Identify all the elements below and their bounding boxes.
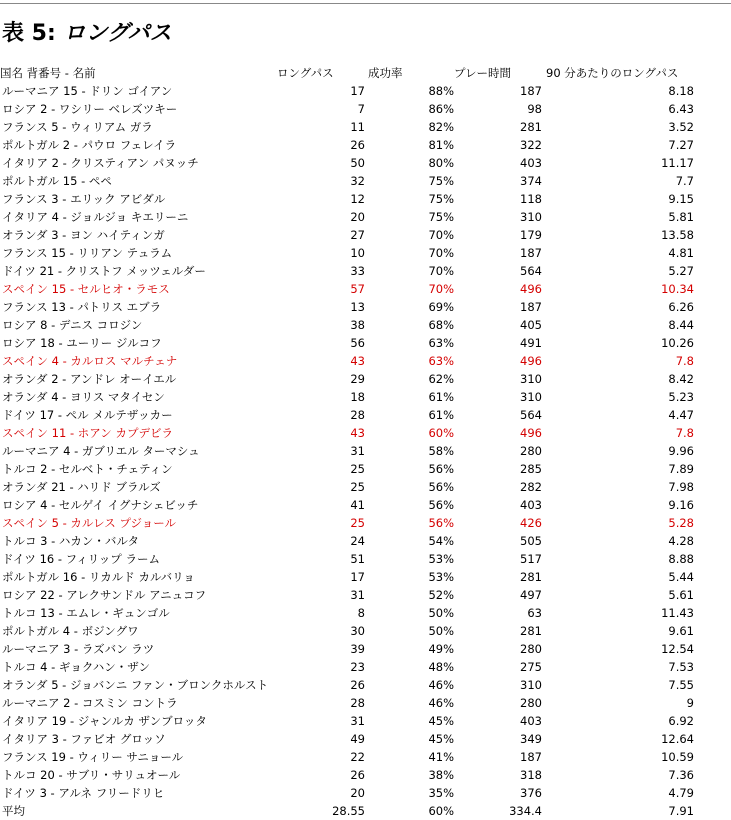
cell-name: スペイン 15 - セルヒオ・ラモス — [2, 282, 170, 296]
table-row — [0, 352, 700, 370]
cell-name: ルーマニア 4 - ガブリエル ターマシュ — [2, 444, 200, 458]
cell-success-rate: 45% — [428, 732, 454, 746]
cell-per90: 5.61 — [668, 588, 694, 602]
cell-success-rate: 48% — [428, 660, 454, 674]
long-pass-table — [0, 64, 700, 820]
cell-name: ルーマニア 15 - ドリン ゴイアン — [2, 84, 173, 98]
cell-long-passes: 31 — [350, 714, 365, 728]
cell-name: スペイン 5 - カルレス プジョール — [2, 516, 177, 530]
average-per90: 7.91 — [668, 804, 694, 818]
cell-per90: 5.44 — [668, 570, 694, 584]
cell-name: ロシア 2 - ワシリー ベレズツキー — [2, 102, 178, 116]
cell-success-rate: 50% — [428, 606, 454, 620]
cell-name: ロシア 4 - セルゲイ イグナシェビッチ — [2, 498, 199, 512]
cell-success-rate: 63% — [428, 354, 454, 368]
cell-play-time: 275 — [520, 660, 542, 674]
cell-success-rate: 86% — [428, 102, 454, 116]
cell-play-time: 505 — [520, 534, 542, 548]
cell-success-rate: 70% — [428, 246, 454, 260]
table-row — [0, 496, 700, 514]
table-row — [0, 676, 700, 694]
table-row — [0, 190, 700, 208]
cell-play-time: 187 — [520, 246, 542, 260]
cell-play-time: 491 — [520, 336, 542, 350]
cell-play-time: 310 — [520, 372, 542, 386]
cell-per90: 9.61 — [668, 624, 694, 638]
cell-success-rate: 58% — [428, 444, 454, 458]
cell-per90: 8.42 — [668, 372, 694, 386]
cell-name: フランス 13 - パトリス エブラ — [2, 300, 162, 314]
cell-success-rate: 52% — [428, 588, 454, 602]
cell-name: ルーマニア 3 - ラズバン ラツ — [2, 642, 155, 656]
table-row — [0, 586, 700, 604]
cell-name: スペイン 4 - カルロス マルチェナ — [2, 354, 178, 368]
header-name: 国名 背番号 - 名前 — [0, 66, 96, 80]
cell-name: ルーマニア 2 - コスミン コントラ — [2, 696, 178, 710]
cell-per90: 6.26 — [668, 300, 694, 314]
table-row — [0, 226, 700, 244]
cell-per90: 9.16 — [668, 498, 694, 512]
cell-per90: 8.88 — [668, 552, 694, 566]
cell-success-rate: 62% — [428, 372, 454, 386]
table-row — [0, 766, 700, 784]
cell-play-time: 496 — [520, 354, 542, 368]
cell-per90: 7.8 — [675, 426, 694, 440]
cell-success-rate: 46% — [428, 696, 454, 710]
cell-per90: 12.54 — [661, 642, 694, 656]
cell-per90: 7.89 — [668, 462, 694, 476]
cell-name: フランス 15 - リリアン テュラム — [2, 246, 173, 260]
cell-per90: 9.15 — [668, 192, 694, 206]
cell-long-passes: 41 — [350, 498, 365, 512]
cell-success-rate: 53% — [428, 570, 454, 584]
cell-play-time: 280 — [520, 696, 542, 710]
cell-long-passes: 20 — [350, 210, 365, 224]
cell-per90: 6.43 — [668, 102, 694, 116]
table-row — [0, 208, 700, 226]
header-play-time: プレー時間 — [454, 66, 512, 80]
cell-success-rate: 70% — [428, 282, 454, 296]
cell-per90: 11.17 — [661, 156, 694, 170]
cell-long-passes: 31 — [350, 588, 365, 602]
cell-per90: 13.58 — [661, 228, 694, 242]
cell-play-time: 496 — [520, 282, 542, 296]
cell-long-passes: 27 — [350, 228, 365, 242]
cell-per90: 10.34 — [661, 282, 694, 296]
cell-long-passes: 32 — [350, 174, 365, 188]
cell-per90: 8.18 — [668, 84, 694, 98]
cell-play-time: 187 — [520, 750, 542, 764]
cell-per90: 5.23 — [668, 390, 694, 404]
cell-name: フランス 3 - エリック アビダル — [2, 192, 166, 206]
cell-long-passes: 23 — [350, 660, 365, 674]
cell-name: ドイツ 16 - フィリップ ラーム — [2, 552, 160, 566]
cell-per90: 10.59 — [661, 750, 694, 764]
cell-per90: 9.96 — [668, 444, 694, 458]
cell-success-rate: 82% — [428, 120, 454, 134]
cell-play-time: 280 — [520, 444, 542, 458]
cell-play-time: 403 — [520, 498, 542, 512]
cell-name: ポルトガル 2 - パウロ フェレイラ — [2, 138, 177, 152]
cell-long-passes: 49 — [350, 732, 365, 746]
cell-name: ポルトガル 16 - リカルド カルバリョ — [2, 570, 195, 584]
cell-play-time: 374 — [520, 174, 542, 188]
cell-name: ドイツ 21 - クリストフ メッツェルダー — [2, 264, 206, 278]
table-row — [0, 532, 700, 550]
table-row — [0, 748, 700, 766]
table-row — [0, 478, 700, 496]
header-success-rate: 成功率 — [368, 66, 403, 80]
cell-long-passes: 25 — [350, 462, 365, 476]
cell-success-rate: 56% — [428, 480, 454, 494]
cell-play-time: 426 — [520, 516, 542, 530]
table-row — [0, 784, 700, 802]
cell-long-passes: 28 — [350, 408, 365, 422]
cell-success-rate: 41% — [428, 750, 454, 764]
cell-name: ポルトガル 15 - ペペ — [2, 174, 112, 188]
cell-name: ポルトガル 4 - ボジングワ — [2, 624, 139, 638]
cell-success-rate: 60% — [428, 426, 454, 440]
table-row — [0, 388, 700, 406]
cell-success-rate: 54% — [428, 534, 454, 548]
cell-play-time: 281 — [520, 624, 542, 638]
cell-success-rate: 61% — [428, 390, 454, 404]
cell-play-time: 564 — [520, 264, 542, 278]
cell-play-time: 310 — [520, 210, 542, 224]
table-row — [0, 100, 700, 118]
cell-name: ドイツ 17 - ペル メルテザッカー — [2, 408, 173, 422]
cell-play-time: 118 — [520, 192, 542, 206]
page-title — [2, 18, 172, 50]
cell-per90: 3.52 — [668, 120, 694, 134]
table-row — [0, 622, 700, 640]
cell-success-rate: 35% — [428, 786, 454, 800]
cell-name: オランダ 2 - アンドレ オーイエル — [2, 372, 177, 386]
cell-name: イタリア 3 - ファビオ グロッソ — [2, 732, 166, 746]
table-row — [0, 658, 700, 676]
cell-play-time: 405 — [520, 318, 542, 332]
cell-per90: 7.98 — [668, 480, 694, 494]
table-row — [0, 118, 700, 136]
table-row — [0, 424, 700, 442]
top-rule — [0, 3, 731, 4]
cell-long-passes: 43 — [350, 354, 365, 368]
cell-long-passes: 8 — [357, 606, 365, 620]
cell-long-passes: 12 — [350, 192, 365, 206]
title-main: ロングパス — [63, 21, 172, 46]
cell-name: オランダ 21 - ハリド ブラルズ — [2, 480, 161, 494]
cell-long-passes: 20 — [350, 786, 365, 800]
cell-name: スペイン 11 - ホアン カプデビラ — [2, 426, 173, 440]
cell-long-passes: 26 — [350, 768, 365, 782]
table-row — [0, 298, 700, 316]
cell-success-rate: 49% — [428, 642, 454, 656]
cell-per90: 7.27 — [668, 138, 694, 152]
cell-per90: 6.92 — [668, 714, 694, 728]
table-row — [0, 712, 700, 730]
cell-long-passes: 22 — [350, 750, 365, 764]
cell-long-passes: 13 — [350, 300, 365, 314]
cell-play-time: 497 — [520, 588, 542, 602]
cell-per90: 4.47 — [668, 408, 694, 422]
cell-per90: 5.28 — [668, 516, 694, 530]
cell-success-rate: 68% — [428, 318, 454, 332]
cell-per90: 9 — [686, 696, 694, 710]
cell-play-time: 349 — [520, 732, 542, 746]
cell-play-time: 282 — [520, 480, 542, 494]
cell-play-time: 187 — [520, 84, 542, 98]
cell-name: トルコ 4 - ギョクハン・ザン — [2, 660, 151, 674]
cell-long-passes: 43 — [350, 426, 365, 440]
cell-play-time: 403 — [520, 156, 542, 170]
table-row — [0, 370, 700, 388]
average-long-passes: 28.55 — [332, 804, 365, 818]
cell-success-rate: 38% — [428, 768, 454, 782]
cell-play-time: 280 — [520, 642, 542, 656]
cell-success-rate: 81% — [428, 138, 454, 152]
cell-long-passes: 57 — [350, 282, 365, 296]
cell-name: フランス 19 - ウィリー サニョール — [2, 750, 184, 764]
cell-play-time: 564 — [520, 408, 542, 422]
cell-name: トルコ 3 - ハカン・バルタ — [2, 534, 139, 548]
cell-success-rate: 75% — [428, 174, 454, 188]
table-row — [0, 154, 700, 172]
cell-per90: 10.26 — [661, 336, 694, 350]
cell-name: フランス 5 - ウィリアム ガラ — [2, 120, 153, 134]
cell-per90: 7.53 — [668, 660, 694, 674]
cell-play-time: 285 — [520, 462, 542, 476]
cell-per90: 7.8 — [675, 354, 694, 368]
cell-success-rate: 56% — [428, 516, 454, 530]
cell-play-time: 281 — [520, 120, 542, 134]
cell-per90: 4.81 — [668, 246, 694, 260]
cell-long-passes: 24 — [350, 534, 365, 548]
cell-per90: 4.79 — [668, 786, 694, 800]
cell-per90: 12.64 — [661, 732, 694, 746]
cell-per90: 5.81 — [668, 210, 694, 224]
cell-per90: 5.27 — [668, 264, 694, 278]
cell-success-rate: 61% — [428, 408, 454, 422]
table-row — [0, 730, 700, 748]
table-row — [0, 442, 700, 460]
cell-play-time: 281 — [520, 570, 542, 584]
cell-per90: 7.55 — [668, 678, 694, 692]
table-row — [0, 172, 700, 190]
cell-per90: 11.43 — [661, 606, 694, 620]
cell-play-time: 376 — [520, 786, 542, 800]
cell-per90: 8.44 — [668, 318, 694, 332]
cell-long-passes: 28 — [350, 696, 365, 710]
cell-long-passes: 29 — [350, 372, 365, 386]
cell-name: イタリア 2 - クリスティアン パヌッチ — [2, 156, 199, 170]
table-row — [0, 694, 700, 712]
cell-long-passes: 26 — [350, 678, 365, 692]
cell-play-time: 496 — [520, 426, 542, 440]
cell-success-rate: 70% — [428, 264, 454, 278]
average-row — [0, 802, 700, 820]
cell-play-time: 310 — [520, 390, 542, 404]
table-row — [0, 406, 700, 424]
cell-success-rate: 80% — [428, 156, 454, 170]
cell-success-rate: 70% — [428, 228, 454, 242]
cell-name: ドイツ 3 - アルネ フリードリヒ — [2, 786, 165, 800]
cell-success-rate: 56% — [428, 462, 454, 476]
cell-per90: 4.28 — [668, 534, 694, 548]
cell-success-rate: 50% — [428, 624, 454, 638]
table-row — [0, 334, 700, 352]
cell-success-rate: 88% — [428, 84, 454, 98]
cell-name: トルコ 13 - エムレ・ギュンゴル — [2, 606, 170, 620]
cell-play-time: 318 — [520, 768, 542, 782]
cell-long-passes: 25 — [350, 480, 365, 494]
cell-play-time: 98 — [527, 102, 542, 116]
cell-success-rate: 63% — [428, 336, 454, 350]
table-row — [0, 82, 700, 100]
cell-success-rate: 56% — [428, 498, 454, 512]
cell-success-rate: 69% — [428, 300, 454, 314]
cell-long-passes: 11 — [350, 120, 365, 134]
cell-long-passes: 50 — [350, 156, 365, 170]
header-row — [0, 64, 700, 82]
cell-name: イタリア 19 - ジャンルカ ザンブロッタ — [2, 714, 207, 728]
table-row — [0, 244, 700, 262]
table-row — [0, 568, 700, 586]
cell-name: トルコ 2 - セルベト・チェティン — [2, 462, 173, 476]
cell-play-time: 322 — [520, 138, 542, 152]
title-prefix: 表 5: — [2, 21, 64, 46]
cell-play-time: 179 — [520, 228, 542, 242]
cell-per90: 7.7 — [675, 174, 694, 188]
cell-play-time: 310 — [520, 678, 542, 692]
table-row — [0, 316, 700, 334]
header-long-passes: ロングパス — [277, 66, 334, 80]
cell-play-time: 517 — [520, 552, 542, 566]
cell-long-passes: 17 — [350, 84, 365, 98]
cell-name: ロシア 8 - デニス コロジン — [2, 318, 143, 332]
cell-name: トルコ 20 - サブリ・サリュオール — [2, 768, 181, 782]
average-label: 平均 — [2, 804, 25, 818]
cell-success-rate: 45% — [428, 714, 454, 728]
cell-success-rate: 53% — [428, 552, 454, 566]
cell-long-passes: 56 — [350, 336, 365, 350]
table-row — [0, 280, 700, 298]
cell-play-time: 403 — [520, 714, 542, 728]
average-play-time: 334.4 — [509, 804, 542, 818]
table-row — [0, 136, 700, 154]
average-success-rate: 60% — [428, 804, 454, 818]
cell-success-rate: 75% — [428, 210, 454, 224]
table-body — [0, 82, 700, 802]
cell-long-passes: 30 — [350, 624, 365, 638]
cell-long-passes: 38 — [350, 318, 365, 332]
cell-name: イタリア 4 - ジョルジョ キエリーニ — [2, 210, 189, 224]
header-per90: 90 分あたりのロングパス — [546, 66, 679, 80]
cell-long-passes: 31 — [350, 444, 365, 458]
cell-name: オランダ 3 - ヨン ハイティンガ — [2, 228, 165, 242]
cell-long-passes: 26 — [350, 138, 365, 152]
table-row — [0, 604, 700, 622]
cell-name: ロシア 18 - ユーリー ジルコフ — [2, 336, 162, 350]
cell-long-passes: 18 — [350, 390, 365, 404]
cell-success-rate: 46% — [428, 678, 454, 692]
table-row — [0, 460, 700, 478]
cell-name: ロシア 22 - アレクサンドル アニュコフ — [2, 588, 207, 602]
cell-success-rate: 75% — [428, 192, 454, 206]
table-row — [0, 262, 700, 280]
cell-name: オランダ 5 - ジョバンニ ファン・ブロンクホルスト — [2, 678, 269, 692]
table-row — [0, 514, 700, 532]
cell-long-passes: 17 — [350, 570, 365, 584]
cell-long-passes: 7 — [357, 102, 365, 116]
cell-name: オランダ 4 - ヨリス マタイセン — [2, 390, 165, 404]
cell-long-passes: 51 — [350, 552, 365, 566]
cell-play-time: 63 — [527, 606, 542, 620]
cell-long-passes: 39 — [350, 642, 365, 656]
cell-per90: 7.36 — [668, 768, 694, 782]
table-row — [0, 550, 700, 568]
cell-play-time: 187 — [520, 300, 542, 314]
cell-long-passes: 25 — [350, 516, 365, 530]
table-row — [0, 640, 700, 658]
cell-long-passes: 33 — [350, 264, 365, 278]
cell-long-passes: 10 — [350, 246, 365, 260]
